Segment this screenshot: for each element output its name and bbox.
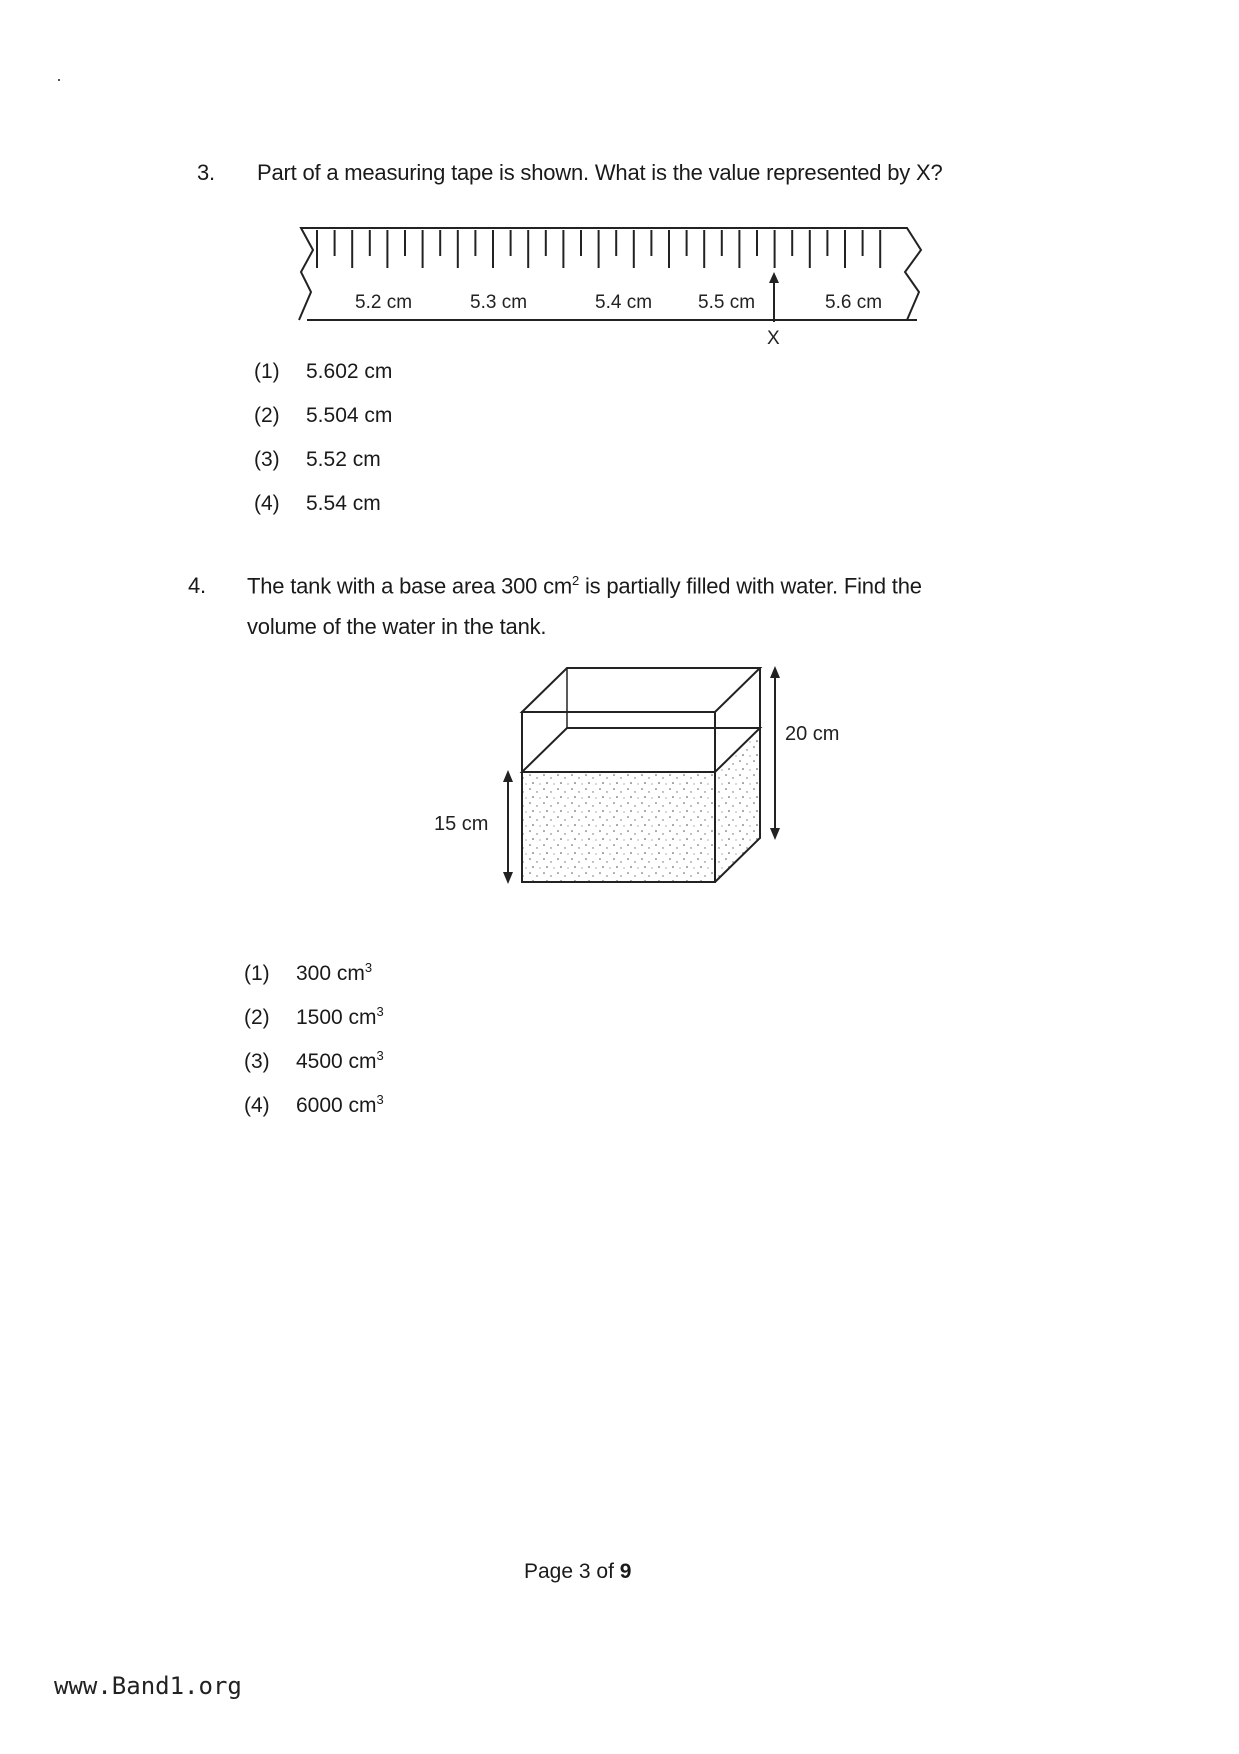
tape-ticks [317,230,880,268]
q3-option-1-text: 5.602 cm [306,360,393,383]
water-arrow-bottom [503,872,513,884]
q3-option-3-text: 5.52 cm [306,448,381,471]
q4-option-2-num: (2) [244,1006,270,1029]
question-4-text-a: The tank with a base area 300 cm [247,573,573,599]
q4-option-4-sup: 3 [376,1092,384,1107]
q4-option-2-sup: 3 [376,1004,384,1019]
q4-option-1-sup: 3 [364,960,373,975]
q4-option-1-value: 300 cm [296,962,365,985]
tape-label-5-5: 5.5 cm [698,292,756,313]
water-tank-diagram [430,660,870,900]
tape-label-5-3: 5.3 cm [470,292,528,313]
page-number-prefix: Page 3 of [524,1560,620,1583]
question-4-text-sup: 2 [572,573,580,588]
tape-right-torn-edge [895,228,921,320]
q4-option-1-num: (1) [244,962,270,985]
q4-option-4-value: 6000 cm [296,1094,377,1117]
q3-option-1-num: (1) [254,360,280,383]
q4-option-2-value: 1500 cm [296,1006,377,1029]
q3-option-2-text: 5.504 cm [306,404,393,427]
q3-option-1 [254,360,392,384]
page-number-total: 9 [619,1560,632,1583]
height-arrow-bottom [770,828,780,840]
watermark: www.Band1.org [54,1672,242,1700]
q4-option-4 [244,1092,384,1118]
tape-left-torn-edge [299,228,313,320]
q3-option-2-num: (2) [254,404,280,427]
page-number [524,1560,631,1584]
question-4-text-b: is partially filled with water. Find the [579,573,922,599]
question-4-number: 4. [188,573,206,598]
water-front-face [522,772,715,882]
q4-option-3-num: (3) [244,1050,270,1073]
q3-option-4-text: 5.54 cm [306,492,381,515]
water-arrow-top [503,770,513,782]
question-4-text-line1 [247,573,922,599]
q4-option-1 [244,960,372,986]
measuring-tape-diagram [295,220,945,355]
tape-label-5-4: 5.4 cm [595,292,653,313]
q4-option-2 [244,1004,384,1030]
q4-option-3-sup: 3 [376,1048,384,1063]
tape-label-5-6: 5.6 cm [825,292,883,313]
q3-option-2 [254,404,392,428]
q4-option-3-value: 4500 cm [296,1050,377,1073]
q3-option-3 [254,448,381,472]
q4-option-4-num: (4) [244,1094,270,1117]
stray-mark [58,79,60,81]
question-3-number: 3. [197,160,215,185]
q3-option-4 [254,492,381,516]
question-4-text-line2: volume of the water in the tank. [247,614,547,639]
question-3-text: Part of a measuring tape is shown. What is the value represented by X? [257,160,943,185]
q3-option-3-num: (3) [254,448,280,471]
tape-label-5-2: 5.2 cm [355,292,413,313]
water-height-label: 15 cm [434,813,489,835]
q4-option-3 [244,1048,384,1074]
x-marker-label: X [767,328,780,349]
height-arrow-top [770,666,780,678]
tank-top [522,668,760,712]
height-label: 20 cm [785,723,840,745]
q3-option-4-num: (4) [254,492,280,515]
x-arrow-head [769,272,779,283]
